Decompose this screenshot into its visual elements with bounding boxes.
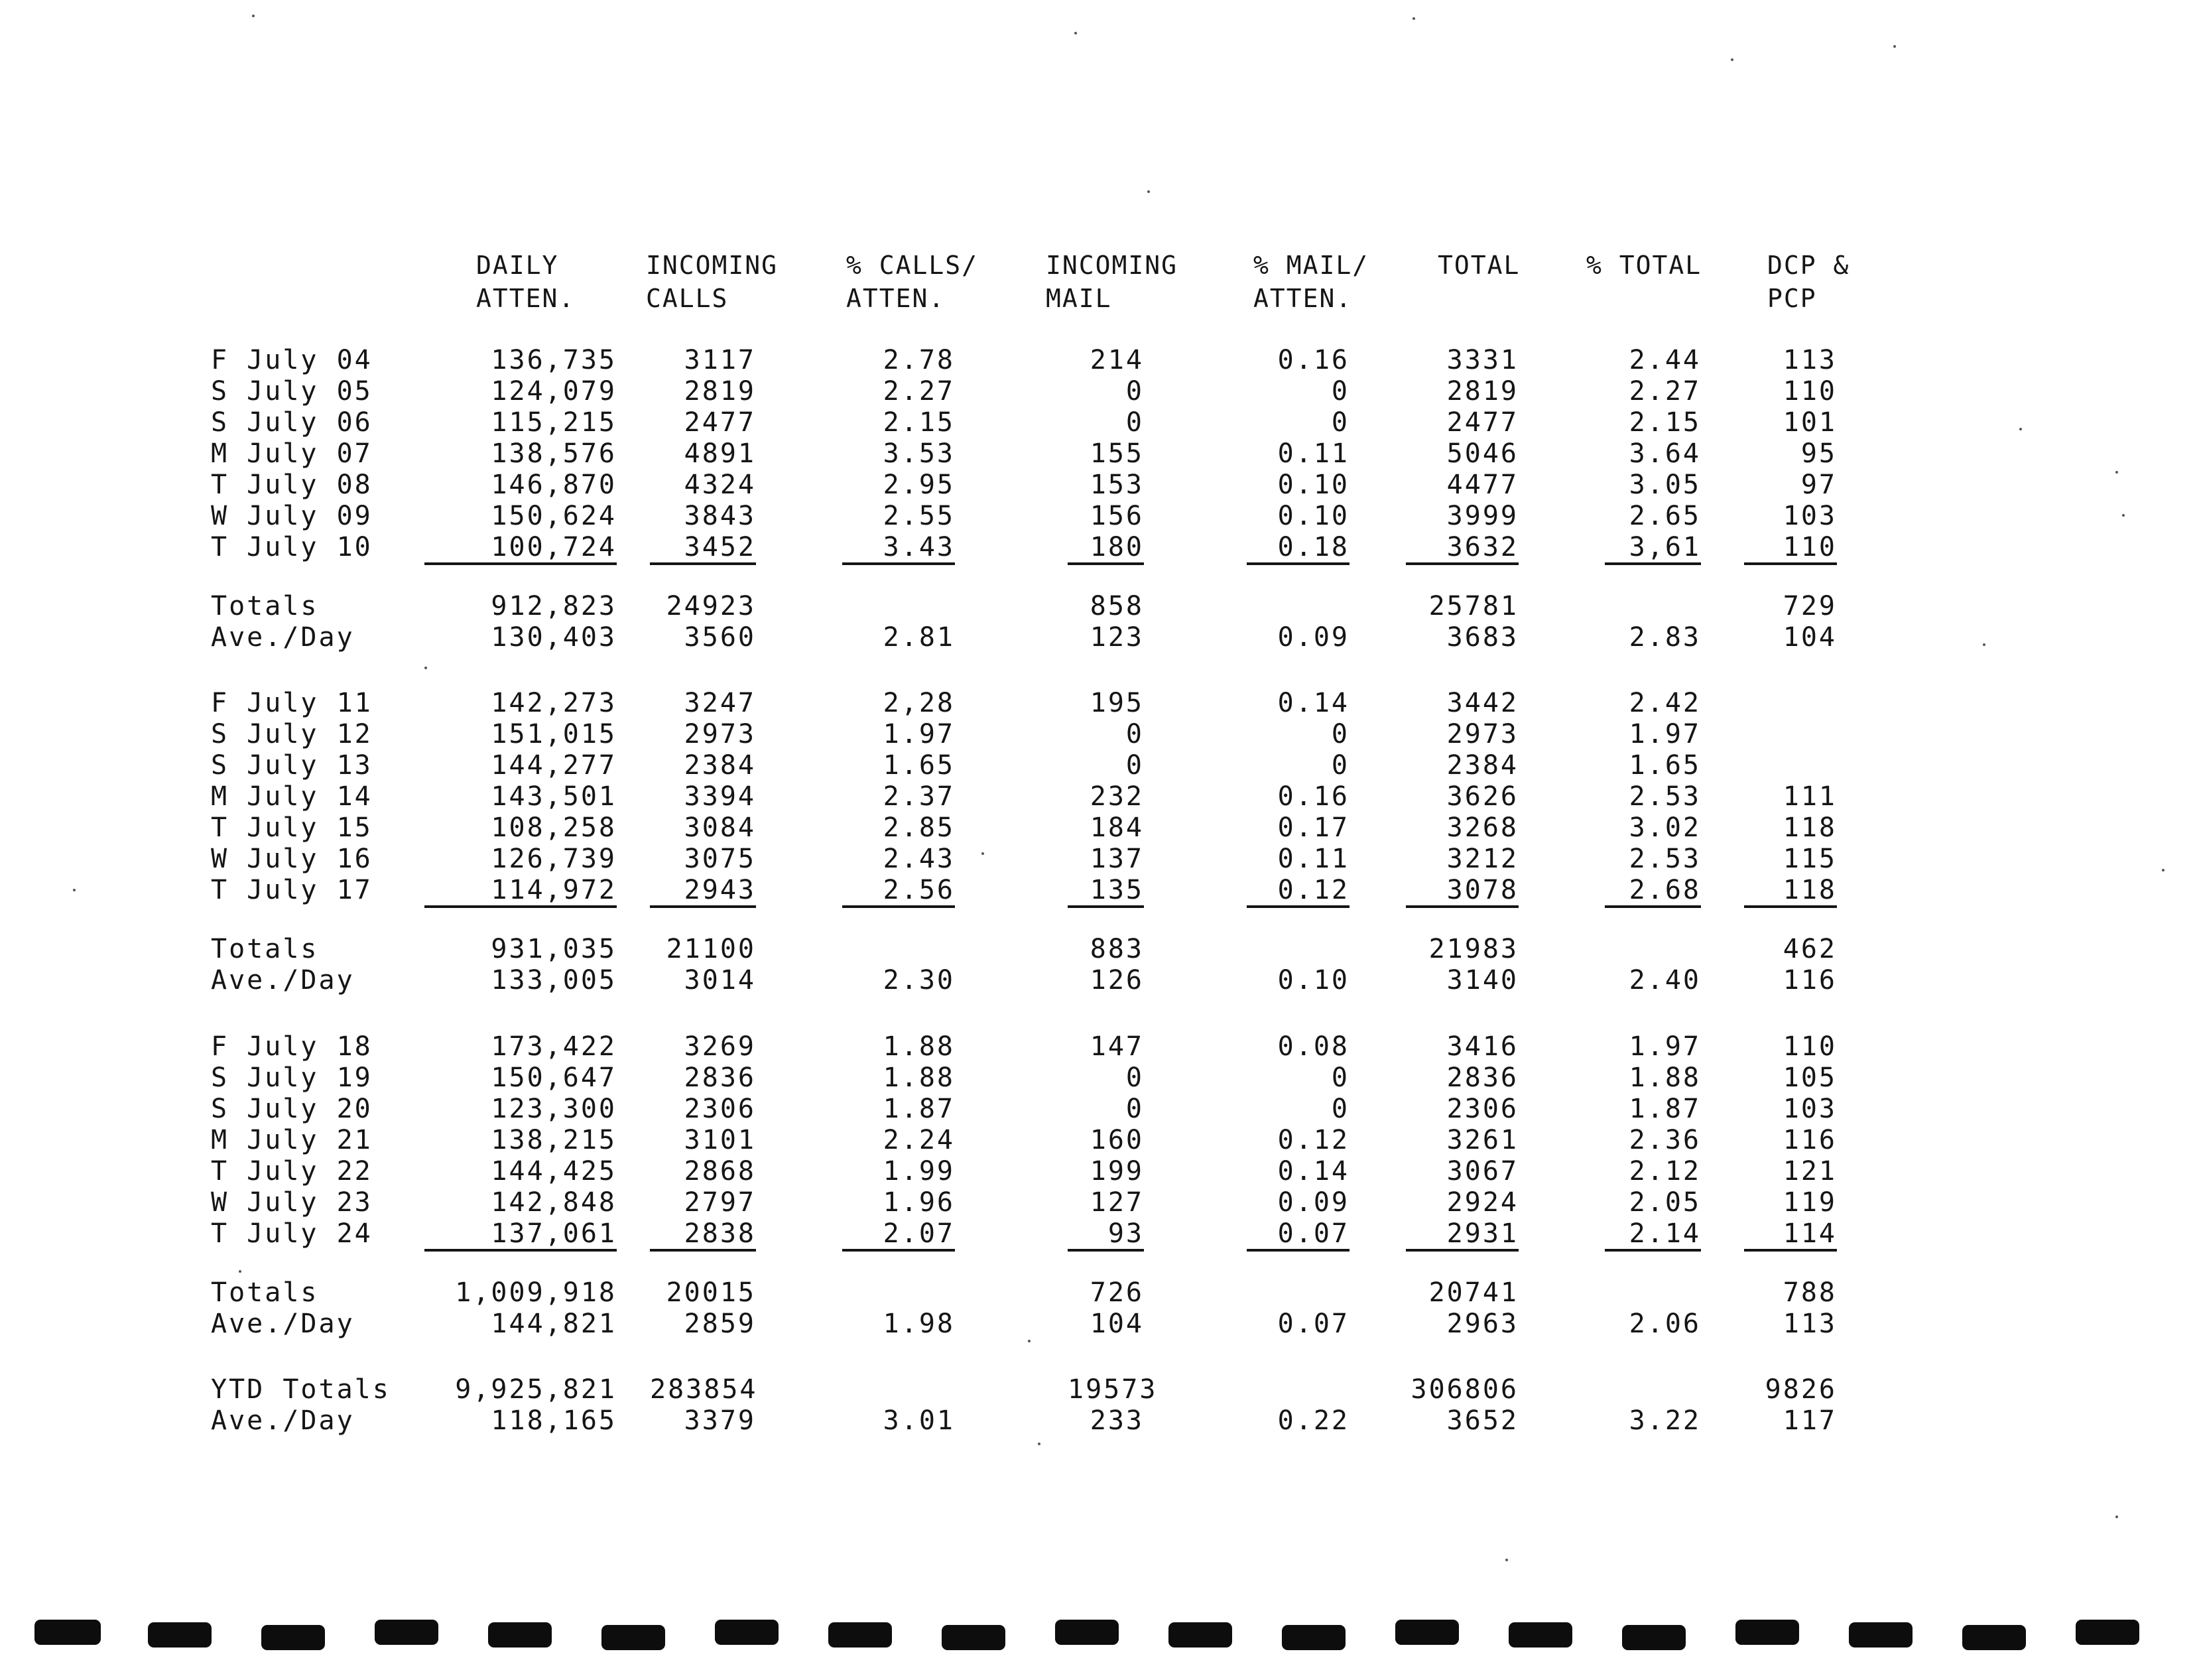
perforation-hole xyxy=(1509,1622,1572,1648)
table-row-pct-calls-atten: 2.43 xyxy=(883,844,955,874)
table-row-pct-calls-atten: 1.87 xyxy=(883,1094,955,1124)
table-row-pct-total: 3.02 xyxy=(1629,812,1701,843)
average-row-incoming-mail: 123 xyxy=(1090,622,1144,653)
table-row-pct-mail-atten: 0 xyxy=(1331,376,1350,407)
perforation-hole xyxy=(942,1625,1005,1650)
table-row-total: 4477 xyxy=(1446,470,1519,500)
table-row-daily-atten: 151,015 xyxy=(491,719,617,749)
table-row-total: 3078 xyxy=(1406,875,1519,908)
table-row-pct-calls-atten: 2.78 xyxy=(883,345,955,375)
table-row-date: F July 18 xyxy=(211,1031,373,1062)
table-row-date: S July 20 xyxy=(211,1094,373,1124)
table-row-total: 3067 xyxy=(1446,1156,1519,1187)
table-row-pct-total: 2.15 xyxy=(1629,407,1701,438)
table-row-incoming-mail: 0 xyxy=(1125,376,1144,407)
column-header-pct-total: % TOTAL xyxy=(1586,251,1702,280)
table-row-incoming-calls: 2384 xyxy=(684,750,756,781)
table-row-incoming-calls: 2943 xyxy=(650,875,756,908)
table-row-incoming-calls: 3075 xyxy=(684,844,756,874)
table-row-dcp-pcp: 119 xyxy=(1783,1187,1837,1218)
table-row-incoming-calls: 3394 xyxy=(684,781,756,812)
table-row-incoming-calls: 3084 xyxy=(684,812,756,843)
table-row-date: M July 14 xyxy=(211,781,373,812)
table-row-dcp-pcp: 101 xyxy=(1783,407,1837,438)
table-row-date: S July 06 xyxy=(211,407,373,438)
table-row-total: 2973 xyxy=(1446,719,1519,749)
table-row-incoming-mail: 155 xyxy=(1090,438,1144,469)
column-header-incoming-calls-line2: CALLS xyxy=(646,284,729,313)
table-row-pct-calls-atten: 2.37 xyxy=(883,781,955,812)
speck xyxy=(2162,869,2165,872)
table-row-dcp-pcp: 121 xyxy=(1783,1156,1837,1187)
table-row-incoming-calls: 3117 xyxy=(684,345,756,375)
table-row-date: S July 13 xyxy=(211,750,373,781)
totals-row-date: Totals xyxy=(211,934,319,964)
table-row-total: 3268 xyxy=(1446,812,1519,843)
table-row-date: T July 08 xyxy=(211,470,373,500)
table-row-total: 3632 xyxy=(1406,532,1519,565)
table-row-daily-atten: 124,079 xyxy=(491,376,617,407)
average-row-pct-calls-atten: 2.81 xyxy=(883,622,955,653)
table-row-incoming-mail: 214 xyxy=(1090,345,1144,375)
table-row-pct-calls-atten: 2.27 xyxy=(883,376,955,407)
perforation-hole xyxy=(261,1625,325,1650)
speck xyxy=(239,1270,241,1273)
table-row-pct-mail-atten: 0 xyxy=(1331,1063,1350,1093)
table-row-pct-calls-atten: 3.53 xyxy=(883,438,955,469)
totals-row-total: 25781 xyxy=(1428,591,1519,621)
table-row-date: T July 24 xyxy=(211,1218,373,1249)
table-row-dcp-pcp: 110 xyxy=(1783,1031,1837,1062)
table-row-pct-mail-atten: 0 xyxy=(1331,750,1350,781)
totals-row-date: Totals xyxy=(211,591,319,621)
table-row-pct-calls-atten: 2.07 xyxy=(842,1218,955,1252)
average-row-pct-mail-atten: 0.09 xyxy=(1277,622,1350,653)
table-row-incoming-calls: 2836 xyxy=(684,1063,756,1093)
speck xyxy=(2019,428,2022,430)
speck xyxy=(1893,45,1896,48)
table-row-pct-total: 2.12 xyxy=(1629,1156,1701,1187)
column-header-dcp-pcp-line2: PCP xyxy=(1767,284,1817,313)
average-row-pct-calls-atten: 2.30 xyxy=(883,965,955,996)
table-row-pct-calls-atten: 2.15 xyxy=(883,407,955,438)
table-row-daily-atten: 123,300 xyxy=(491,1094,617,1124)
ytd-average-row-incoming-calls: 3379 xyxy=(684,1405,756,1436)
table-row-pct-total: 1.87 xyxy=(1629,1094,1701,1124)
table-row-total: 2931 xyxy=(1406,1218,1519,1252)
table-row-incoming-mail: 0 xyxy=(1125,1063,1144,1093)
table-row-pct-total: 2.14 xyxy=(1605,1218,1701,1252)
average-row-dcp-pcp: 113 xyxy=(1783,1309,1837,1339)
average-row-total: 2963 xyxy=(1446,1309,1519,1339)
table-row-incoming-calls: 3452 xyxy=(650,532,756,565)
table-row-pct-mail-atten: 0 xyxy=(1331,719,1350,749)
speck xyxy=(1412,17,1415,20)
ytd-average-row-incoming-mail: 233 xyxy=(1090,1405,1144,1436)
perforation-hole xyxy=(1055,1620,1119,1645)
table-row-pct-total: 2.27 xyxy=(1629,376,1701,407)
totals-row-incoming-calls: 21100 xyxy=(666,934,756,964)
table-row-pct-calls-atten: 1.88 xyxy=(883,1063,955,1093)
table-row-date: T July 15 xyxy=(211,812,373,843)
average-row-daily-atten: 144,821 xyxy=(491,1309,617,1339)
perforation-hole xyxy=(1849,1622,1913,1648)
speck xyxy=(1983,643,1985,646)
table-row-daily-atten: 137,061 xyxy=(424,1218,617,1252)
table-row-pct-calls-atten: 2.56 xyxy=(842,875,955,908)
table-row-total: 2384 xyxy=(1446,750,1519,781)
average-row-incoming-mail: 126 xyxy=(1090,965,1144,996)
table-row-pct-mail-atten: 0 xyxy=(1331,1094,1350,1124)
perforation-hole xyxy=(1962,1625,2026,1650)
table-row-dcp-pcp: 110 xyxy=(1783,376,1837,407)
table-row-pct-calls-atten: 1.88 xyxy=(883,1031,955,1062)
table-row-total: 2924 xyxy=(1446,1187,1519,1218)
column-header-incoming-mail: INCOMING xyxy=(1046,251,1178,280)
table-row-pct-mail-atten: 0.09 xyxy=(1277,1187,1350,1218)
table-row-pct-total: 3.05 xyxy=(1629,470,1701,500)
table-row-pct-total: 2.53 xyxy=(1629,844,1701,874)
table-row-incoming-calls: 2868 xyxy=(684,1156,756,1187)
table-row-incoming-calls: 2797 xyxy=(684,1187,756,1218)
table-row-incoming-calls: 4891 xyxy=(684,438,756,469)
totals-row-incoming-mail: 726 xyxy=(1090,1277,1144,1308)
table-row-incoming-mail: 153 xyxy=(1090,470,1144,500)
table-row-total: 2477 xyxy=(1446,407,1519,438)
table-row-pct-total: 1.97 xyxy=(1629,719,1701,749)
table-row-dcp-pcp: 118 xyxy=(1744,875,1837,908)
table-row-daily-atten: 173,422 xyxy=(491,1031,617,1062)
table-row-incoming-mail: 93 xyxy=(1068,1218,1144,1252)
table-row-dcp-pcp: 110 xyxy=(1744,532,1837,565)
table-row-pct-total: 2.36 xyxy=(1629,1125,1701,1155)
table-row-incoming-mail: 137 xyxy=(1090,844,1144,874)
table-row-dcp-pcp: 113 xyxy=(1783,345,1837,375)
table-row-pct-mail-atten: 0.12 xyxy=(1247,875,1350,908)
table-row-date: F July 04 xyxy=(211,345,373,375)
ytd-average-row-dcp-pcp: 117 xyxy=(1783,1405,1837,1436)
table-row-pct-calls-atten: 1.96 xyxy=(883,1187,955,1218)
table-row-daily-atten: 126,739 xyxy=(491,844,617,874)
table-row-date: S July 19 xyxy=(211,1063,373,1093)
average-row-pct-mail-atten: 0.10 xyxy=(1277,965,1350,996)
average-row-date: Ave./Day xyxy=(211,1309,355,1339)
perforation-hole xyxy=(1282,1625,1346,1650)
column-header-pct-mail-atten-line2: ATTEN. xyxy=(1253,284,1353,313)
average-row-pct-calls-atten: 1.98 xyxy=(883,1309,955,1339)
table-row-daily-atten: 150,624 xyxy=(491,501,617,531)
column-header-pct-calls-atten-line2: ATTEN. xyxy=(846,284,946,313)
average-row-dcp-pcp: 104 xyxy=(1783,622,1837,653)
table-row-dcp-pcp: 103 xyxy=(1783,1094,1837,1124)
speck xyxy=(1028,1340,1031,1342)
table-row-incoming-mail: 0 xyxy=(1125,750,1144,781)
table-row-pct-mail-atten: 0.11 xyxy=(1277,844,1350,874)
column-header-daily-atten-line2: ATTEN. xyxy=(476,284,576,313)
speck xyxy=(424,667,427,669)
perforation-hole xyxy=(375,1620,438,1645)
totals-row-daily-atten: 912,823 xyxy=(491,591,617,621)
table-row-dcp-pcp: 116 xyxy=(1783,1125,1837,1155)
table-row-pct-mail-atten: 0.11 xyxy=(1277,438,1350,469)
table-row-incoming-calls: 3843 xyxy=(684,501,756,531)
table-row-incoming-mail: 135 xyxy=(1068,875,1144,908)
column-header-incoming-calls: INCOMING xyxy=(646,251,779,280)
table-row-date: F July 11 xyxy=(211,688,373,718)
table-row-pct-total: 1.97 xyxy=(1629,1031,1701,1062)
table-row-pct-total: 2.68 xyxy=(1605,875,1701,908)
table-row-total: 3212 xyxy=(1446,844,1519,874)
table-row-pct-mail-atten: 0.12 xyxy=(1277,1125,1350,1155)
table-row-incoming-calls: 2973 xyxy=(684,719,756,749)
table-row-daily-atten: 138,215 xyxy=(491,1125,617,1155)
average-row-incoming-calls: 2859 xyxy=(684,1309,756,1339)
table-row-dcp-pcp: 118 xyxy=(1783,812,1837,843)
table-row-pct-calls-atten: 3.43 xyxy=(842,532,955,565)
table-row-daily-atten: 144,425 xyxy=(491,1156,617,1187)
column-header-dcp-pcp: DCP & xyxy=(1767,251,1850,280)
table-row-pct-total: 3.64 xyxy=(1629,438,1701,469)
table-row-pct-mail-atten: 0.10 xyxy=(1277,501,1350,531)
perforation-hole xyxy=(2076,1620,2139,1645)
perforation-hole xyxy=(715,1620,779,1645)
ytd-totals-row-dcp-pcp: 9826 xyxy=(1765,1374,1837,1405)
totals-row-total: 20741 xyxy=(1428,1277,1519,1308)
average-row-daily-atten: 133,005 xyxy=(491,965,617,996)
table-row-incoming-mail: 0 xyxy=(1125,407,1144,438)
table-row-total: 3999 xyxy=(1446,501,1519,531)
table-row-daily-atten: 144,277 xyxy=(491,750,617,781)
table-row-pct-mail-atten: 0.16 xyxy=(1277,781,1350,812)
average-row-pct-total: 2.06 xyxy=(1629,1309,1701,1339)
average-row-pct-total: 2.40 xyxy=(1629,965,1701,996)
average-row-daily-atten: 130,403 xyxy=(491,622,617,653)
totals-row-daily-atten: 1,009,918 xyxy=(455,1277,617,1308)
column-header-pct-calls-atten: % CALLS/ xyxy=(846,251,979,280)
table-row-total: 5046 xyxy=(1446,438,1519,469)
perforation-hole xyxy=(488,1622,552,1648)
table-row-dcp-pcp: 103 xyxy=(1783,501,1837,531)
average-row-pct-total: 2.83 xyxy=(1629,622,1701,653)
table-row-daily-atten: 146,870 xyxy=(491,470,617,500)
table-row-date: M July 21 xyxy=(211,1125,373,1155)
table-row-incoming-mail: 180 xyxy=(1068,532,1144,565)
speck xyxy=(2115,471,2118,474)
table-row-daily-atten: 143,501 xyxy=(491,781,617,812)
table-row-pct-total: 2.42 xyxy=(1629,688,1701,718)
table-row-dcp-pcp: 105 xyxy=(1783,1063,1837,1093)
table-row-pct-total: 2.44 xyxy=(1629,345,1701,375)
totals-row-total: 21983 xyxy=(1428,934,1519,964)
table-row-total: 3261 xyxy=(1446,1125,1519,1155)
table-row-date: W July 23 xyxy=(211,1187,373,1218)
perforation-hole xyxy=(828,1622,892,1648)
table-row-date: T July 22 xyxy=(211,1156,373,1187)
table-row-total: 2306 xyxy=(1446,1094,1519,1124)
table-row-date: T July 10 xyxy=(211,532,373,562)
perforation-hole xyxy=(1622,1625,1686,1650)
totals-row-date: Totals xyxy=(211,1277,319,1308)
ytd-average-row-pct-calls-atten: 3.01 xyxy=(883,1405,955,1436)
average-row-total: 3683 xyxy=(1446,622,1519,653)
table-row-date: M July 07 xyxy=(211,438,373,469)
table-row-incoming-calls: 2306 xyxy=(684,1094,756,1124)
ytd-totals-row-date: YTD Totals xyxy=(211,1374,391,1405)
table-row-pct-calls-atten: 1.99 xyxy=(883,1156,955,1187)
ytd-average-row-total: 3652 xyxy=(1446,1405,1519,1436)
perforation-hole xyxy=(601,1625,665,1650)
table-row-incoming-calls: 3269 xyxy=(684,1031,756,1062)
table-row-total: 3416 xyxy=(1446,1031,1519,1062)
speck xyxy=(1074,32,1077,34)
table-row-total: 3331 xyxy=(1446,345,1519,375)
table-row-daily-atten: 150,647 xyxy=(491,1063,617,1093)
table-row-total: 2836 xyxy=(1446,1063,1519,1093)
table-row-incoming-mail: 147 xyxy=(1090,1031,1144,1062)
table-row-daily-atten: 136,735 xyxy=(491,345,617,375)
speck xyxy=(252,15,255,17)
table-row-total: 3442 xyxy=(1446,688,1519,718)
totals-row-dcp-pcp: 462 xyxy=(1783,934,1837,964)
table-row-daily-atten: 142,848 xyxy=(491,1187,617,1218)
table-row-pct-calls-atten: 2,28 xyxy=(883,688,955,718)
ytd-average-row-daily-atten: 118,165 xyxy=(491,1405,617,1436)
ytd-totals-row-incoming-mail: 19573 xyxy=(1068,1374,1158,1405)
totals-row-incoming-calls: 20015 xyxy=(666,1277,756,1308)
perforation-hole xyxy=(34,1620,101,1645)
speck xyxy=(2122,514,2125,517)
table-row-incoming-mail: 199 xyxy=(1090,1156,1144,1187)
table-row-dcp-pcp: 115 xyxy=(1783,844,1837,874)
table-row-incoming-calls: 2477 xyxy=(684,407,756,438)
table-row-date: S July 05 xyxy=(211,376,373,407)
table-row-pct-mail-atten: 0.18 xyxy=(1247,532,1350,565)
table-row-date: T July 17 xyxy=(211,875,373,905)
speck xyxy=(73,889,76,891)
table-row-daily-atten: 108,258 xyxy=(491,812,617,843)
column-header-total: TOTAL xyxy=(1438,251,1521,280)
table-row-pct-mail-atten: 0 xyxy=(1331,407,1350,438)
table-row-date: W July 09 xyxy=(211,501,373,531)
table-row-pct-mail-atten: 0.10 xyxy=(1277,470,1350,500)
table-row-pct-total: 1.65 xyxy=(1629,750,1701,781)
table-row-pct-mail-atten: 0.08 xyxy=(1277,1031,1350,1062)
average-row-date: Ave./Day xyxy=(211,965,355,996)
table-row-pct-calls-atten: 2.85 xyxy=(883,812,955,843)
column-header-pct-mail-atten: % MAIL/ xyxy=(1253,251,1369,280)
table-row-incoming-mail: 195 xyxy=(1090,688,1144,718)
table-row-incoming-mail: 156 xyxy=(1090,501,1144,531)
table-row-daily-atten: 115,215 xyxy=(491,407,617,438)
average-row-incoming-mail: 104 xyxy=(1090,1309,1144,1339)
totals-row-incoming-mail: 883 xyxy=(1090,934,1144,964)
table-row-daily-atten: 114,972 xyxy=(424,875,617,908)
table-row-incoming-calls: 4324 xyxy=(684,470,756,500)
table-row-incoming-calls: 3101 xyxy=(684,1125,756,1155)
table-row-pct-calls-atten: 1.65 xyxy=(883,750,955,781)
speck xyxy=(1731,58,1733,61)
table-row-pct-total: 1.88 xyxy=(1629,1063,1701,1093)
table-row-dcp-pcp: 97 xyxy=(1800,470,1837,500)
ytd-totals-row-daily-atten: 9,925,821 xyxy=(455,1374,617,1405)
table-row-pct-total: 2.53 xyxy=(1629,781,1701,812)
table-row-pct-calls-atten: 2.55 xyxy=(883,501,955,531)
totals-row-incoming-calls: 24923 xyxy=(666,591,756,621)
totals-row-daily-atten: 931,035 xyxy=(491,934,617,964)
table-row-incoming-calls: 3247 xyxy=(684,688,756,718)
table-row-total: 3626 xyxy=(1446,781,1519,812)
table-row-pct-calls-atten: 2.24 xyxy=(883,1125,955,1155)
table-row-daily-atten: 142,273 xyxy=(491,688,617,718)
table-row-date: S July 12 xyxy=(211,719,373,749)
speck xyxy=(1147,190,1150,193)
ytd-totals-row-total: 306806 xyxy=(1411,1374,1519,1405)
table-row-daily-atten: 100,724 xyxy=(424,532,617,565)
table-row-dcp-pcp: 114 xyxy=(1744,1218,1837,1252)
table-row-pct-calls-atten: 2.95 xyxy=(883,470,955,500)
table-row-daily-atten: 138,576 xyxy=(491,438,617,469)
table-row-total: 2819 xyxy=(1446,376,1519,407)
table-row-pct-mail-atten: 0.14 xyxy=(1277,1156,1350,1187)
speck xyxy=(981,852,984,855)
average-row-pct-mail-atten: 0.07 xyxy=(1277,1309,1350,1339)
table-row-pct-total: 2.05 xyxy=(1629,1187,1701,1218)
totals-row-dcp-pcp: 788 xyxy=(1783,1277,1837,1308)
average-row-date: Ave./Day xyxy=(211,622,355,653)
speck xyxy=(1038,1443,1040,1445)
table-row-pct-calls-atten: 1.97 xyxy=(883,719,955,749)
table-row-pct-total: 2.65 xyxy=(1629,501,1701,531)
table-row-pct-total: 3,61 xyxy=(1605,532,1701,565)
speck xyxy=(2115,1516,2118,1518)
table-row-incoming-mail: 232 xyxy=(1090,781,1144,812)
ytd-average-row-pct-mail-atten: 0.22 xyxy=(1277,1405,1350,1436)
column-header-incoming-mail-line2: MAIL xyxy=(1046,284,1112,313)
table-row-incoming-calls: 2838 xyxy=(650,1218,756,1252)
totals-row-incoming-mail: 858 xyxy=(1090,591,1144,621)
table-row-incoming-calls: 2819 xyxy=(684,376,756,407)
table-row-incoming-mail: 184 xyxy=(1090,812,1144,843)
ytd-average-row-date: Ave./Day xyxy=(211,1405,355,1436)
totals-row-dcp-pcp: 729 xyxy=(1783,591,1837,621)
average-row-incoming-calls: 3014 xyxy=(684,965,756,996)
perforation-hole xyxy=(1395,1620,1459,1645)
ytd-average-row-pct-total: 3.22 xyxy=(1629,1405,1701,1436)
perforation-hole xyxy=(1735,1620,1799,1645)
table-row-pct-mail-atten: 0.16 xyxy=(1277,345,1350,375)
table-row-incoming-mail: 127 xyxy=(1090,1187,1144,1218)
table-row-incoming-mail: 0 xyxy=(1125,719,1144,749)
perforation-hole xyxy=(1168,1622,1232,1648)
perforation-hole xyxy=(148,1622,212,1648)
table-row-dcp-pcp: 111 xyxy=(1783,781,1837,812)
table-row-dcp-pcp: 95 xyxy=(1800,438,1837,469)
table-row-pct-mail-atten: 0.17 xyxy=(1277,812,1350,843)
table-row-date: W July 16 xyxy=(211,844,373,874)
average-row-incoming-calls: 3560 xyxy=(684,622,756,653)
table-row-pct-mail-atten: 0.14 xyxy=(1277,688,1350,718)
column-header-daily-atten: DAILY xyxy=(476,251,559,280)
ytd-totals-row-incoming-calls: 283854 xyxy=(650,1374,758,1405)
average-row-dcp-pcp: 116 xyxy=(1783,965,1837,996)
table-row-pct-mail-atten: 0.07 xyxy=(1247,1218,1350,1252)
speck xyxy=(1505,1559,1508,1561)
table-row-incoming-mail: 0 xyxy=(1125,1094,1144,1124)
table-row-incoming-mail: 160 xyxy=(1090,1125,1144,1155)
average-row-total: 3140 xyxy=(1446,965,1519,996)
